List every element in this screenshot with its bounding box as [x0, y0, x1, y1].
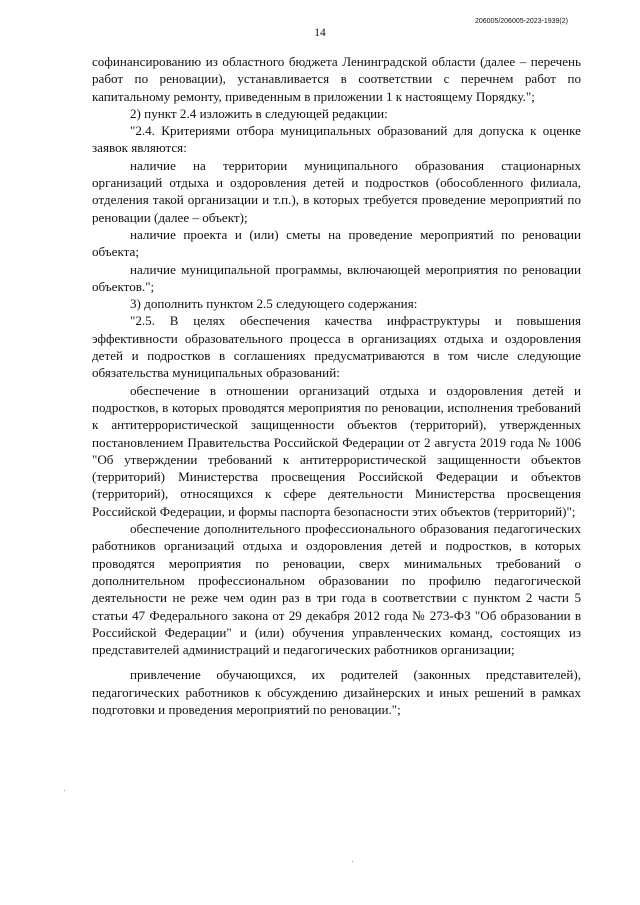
paragraph: 2) пункт 2.4 изложить в следующей редакции: [130, 105, 388, 121]
paragraph: "2.5. В целях обеспечения качества инфраструктуры и повышения эффективности образовательного процесса в организациях отдыха и оздоровления детей и подростков в соглашениях предусматриваются в том числе следующие обязательства муниципальных образований: [92, 313, 581, 381]
paragraph: обеспечение в отношении организаций отдыха и оздоровления детей и подростков, в которых проводятся мероприятия по реновации, исполнения требований к антитеррористической защищенности объектов (территорий), утвержденных постановлением Правительства Российской Федерации от 2 августа 2019 года № 1006 "Об утверждении требований к антитеррористической защищенности объектов (территорий) Министерства просвещения Российской Федерации и объектов (территорий), относящихся к сфере деятельности Министерства просвещения Российской Федерации, и формы паспорта безопасности этих объектов (территорий)"; [92, 382, 581, 519]
scan-speck [352, 861, 353, 862]
paragraph: софинансированию из областного бюджета Ленинградской области (далее – перечень работ по реновации), устанавливается в соответствии с перечнем работ по капитальному ремонту, приведенным в приложении 1 к настоящему Порядку."; [92, 54, 581, 104]
paragraph: наличие проекта и (или) сметы на проведение мероприятий по реновации объекта; [92, 226, 581, 260]
paragraph: наличие муниципальной программы, включающей мероприятия по реновации объектов."; [92, 261, 581, 294]
paragraph: 3) дополнить пунктом 2.5 следующего содержания: [130, 296, 418, 312]
document-id: 206005/206005-2023-1939(2) [474, 18, 568, 25]
document-body [92, 53, 581, 718]
paragraph: привлечение обучающихся, их родителей (законных представителей), педагогических работников к обсуждению дизайнерских и иных решений в рамках подготовки и проведения мероприятий по реновации."; [92, 667, 581, 717]
paragraph: наличие на территории муниципального образования стационарных организаций отдыха и оздоровления детей и подростков (обособленного филиала, отделения такой организации и т.п.), в которых требуется проведение мероприятий по реновации (далее – объект); [92, 157, 581, 225]
scan-speck [64, 790, 65, 791]
page-number: 14 [314, 27, 326, 39]
paragraph: "2.4. Критериями отбора муниципальных образований для допуска к оценке заявок являются: [92, 123, 581, 156]
paragraph: обеспечение дополнительного профессионального образования педагогических работников организаций отдыха и оздоровления детей и подростков, в которых проводятся мероприятия по реновации, сверх минимальных требований о дополнительном профессиональном образовании по профилю педагогической деятельности не реже чем один раз в три года в соответствии с пунктом 2 части 5 статьи 47 Федерального закона от 29 декабря 2012 года № 273-ФЗ "Об образовании в Российской Федерации" и (или) обучения управленческих команд, состоящих из представителей администраций и педагогических работников организации; [92, 521, 581, 658]
